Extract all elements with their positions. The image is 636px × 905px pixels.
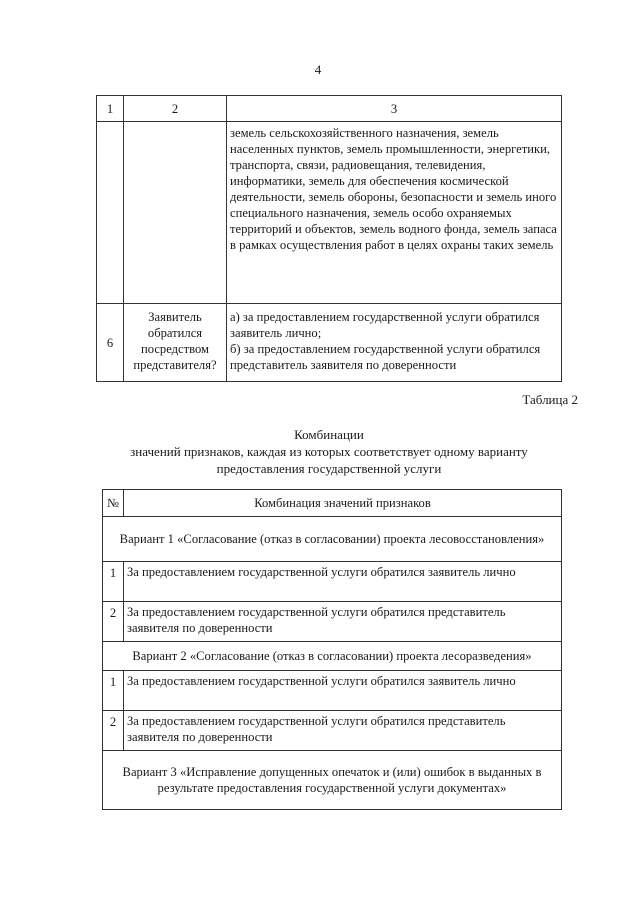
- header-text: Комбинация значений признаков: [124, 490, 562, 517]
- criterion-question: Заявитель обратился посредством представителя?: [124, 304, 227, 382]
- table-row: [103, 562, 562, 602]
- header-number: №: [103, 490, 124, 517]
- table-header-row: [97, 96, 562, 122]
- variant-title: Вариант 1 «Согласование (отказ в согласовании) проекта лесовосстановления»: [103, 517, 562, 562]
- row-text: За предоставлением государственной услуги обратился заявитель лично: [124, 562, 562, 602]
- combinations-table: [102, 489, 562, 810]
- row-number: 1: [103, 562, 124, 602]
- variant-row: [103, 642, 562, 671]
- variant-row: [103, 751, 562, 810]
- table-row: [103, 711, 562, 751]
- table-row: [103, 602, 562, 642]
- variant-title: Вариант 2 «Согласование (отказ в согласовании) проекта лесоразведения»: [103, 642, 562, 671]
- row-text: За предоставлением государственной услуги обратился представитель заявителя по доверенности: [124, 602, 562, 642]
- header-col-3: 3: [227, 96, 562, 122]
- continuation-text: земель сельскохозяйственного назначения, земель населенных пунктов, земель промышленности, энергетики, транспорта, связи, радиовещания, телевидения, информатики, земель для обеспечения космической деятельности, земель обороны, безопасности и земель иного специального назначения, земель особо охраняемых территорий и объектов, земель водного фонда, земель запаса в рамках осуществления работ в целях охраны таких земель: [227, 122, 562, 304]
- caption-line: предоставления государственной услуги: [216, 461, 442, 476]
- variant-row: [103, 517, 562, 562]
- header-col-1: 1: [97, 96, 124, 122]
- variant-title: Вариант 3 «Исправление допущенных опечаток и (или) ошибок в выданных в результате предоставления государственной услуги документах»: [103, 751, 562, 810]
- row-number: 1: [103, 671, 124, 711]
- row-number: 2: [103, 711, 124, 751]
- caption-line: Комбинации: [294, 427, 364, 442]
- caption-line: значений признаков, каждая из которых соответствует одному варианту: [130, 444, 528, 459]
- row-text: За предоставлением государственной услуги обратился представитель заявителя по доверенности: [124, 711, 562, 751]
- criterion-answers: а) за предоставлением государственной услуги обратился заявитель лично; б) за предоставлением государственной услуги обратился представитель заявителя по доверенности: [227, 304, 562, 382]
- page-number: 4: [314, 62, 322, 77]
- row-number: 2: [103, 602, 124, 642]
- empty-cell: [124, 122, 227, 304]
- empty-cell: [97, 122, 124, 304]
- table-caption: [96, 426, 562, 477]
- table-header-row: [103, 490, 562, 517]
- table-row: [103, 671, 562, 711]
- header-col-2: 2: [124, 96, 227, 122]
- table-row: [97, 122, 562, 304]
- table-row: [97, 304, 562, 382]
- row-text: За предоставлением государственной услуги обратился заявитель лично: [124, 671, 562, 711]
- row-number: 6: [97, 304, 124, 382]
- table-label: Таблица 2: [522, 392, 578, 407]
- criteria-table: [96, 95, 562, 382]
